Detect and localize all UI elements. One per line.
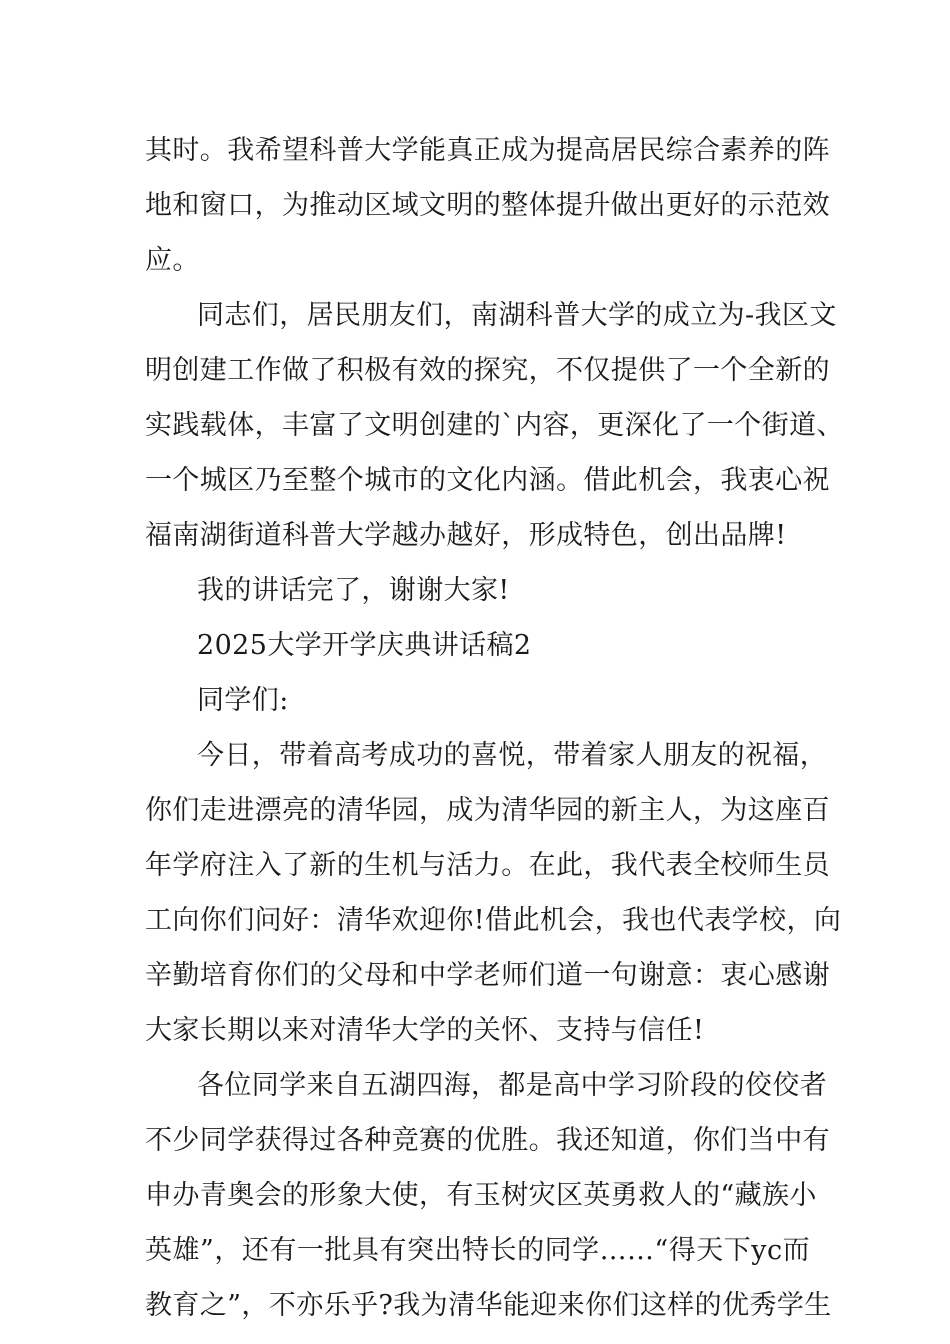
text-line: 实践载体，丰富了文明创建的`内容，更深化了一个街道、: [145, 410, 844, 441]
salutation-line: 同学们:: [197, 685, 289, 716]
text-line: 年学府注入了新的生机与活力。在此，我代表全校师生员: [145, 850, 830, 881]
text-line: 英雄”，还有一批具有突出特长的同学……“得天下yc而: [145, 1235, 810, 1266]
paragraph-start-line: 各位同学来自五湖四海，都是高中学习阶段的佼佼者: [197, 1070, 828, 1101]
text-line: 你们走进漂亮的清华园，成为清华园的新主人，为这座百: [145, 795, 830, 826]
paragraph-start-line: 同志们，居民朋友们，南湖科普大学的成立为-我区文: [197, 300, 837, 331]
paragraph-start-line: 我的讲话完了，谢谢大家!: [197, 575, 510, 606]
text-line: 其时。我希望科普大学能真正成为提高居民综合素养的阵: [145, 135, 830, 166]
text-line: 辛勤培育你们的父母和中学老师们道一句谢意：衷心感谢: [145, 960, 830, 991]
text-line: 一个城区乃至整个城市的文化内涵。借此机会，我衷心祝: [145, 465, 830, 496]
text-line: 地和窗口，为推动区域文明的整体提升做出更好的示范效: [145, 190, 830, 221]
paragraph-start-line: 今日，带着高考成功的喜悦，带着家人朋友的祝福，: [197, 740, 828, 771]
document-body: [145, 123, 844, 1333]
text-line: 明创建工作做了积极有效的探究，不仅提供了一个全新的: [145, 355, 830, 386]
text-line: 申办青奥会的形象大使，有玉树灾区英勇救人的“藏族小: [145, 1180, 817, 1211]
text-line: 教育之”，不亦乐乎?我为清华能迎来你们这样的优秀学生: [145, 1290, 832, 1321]
text-line: 大家长期以来对清华大学的关怀、支持与信任!: [145, 1015, 705, 1046]
text-line: 应。: [145, 245, 200, 276]
text-line: 不少同学获得过各种竞赛的优胜。我还知道，你们当中有: [145, 1125, 830, 1156]
section-title: 2025大学开学庆典讲话稿2: [197, 630, 532, 661]
text-line: 工向你们问好：清华欢迎你!借此机会，我也代表学校，向: [145, 905, 842, 936]
text-line: 福南湖街道科普大学越办越好，形成特色，创出品牌!: [145, 520, 787, 551]
